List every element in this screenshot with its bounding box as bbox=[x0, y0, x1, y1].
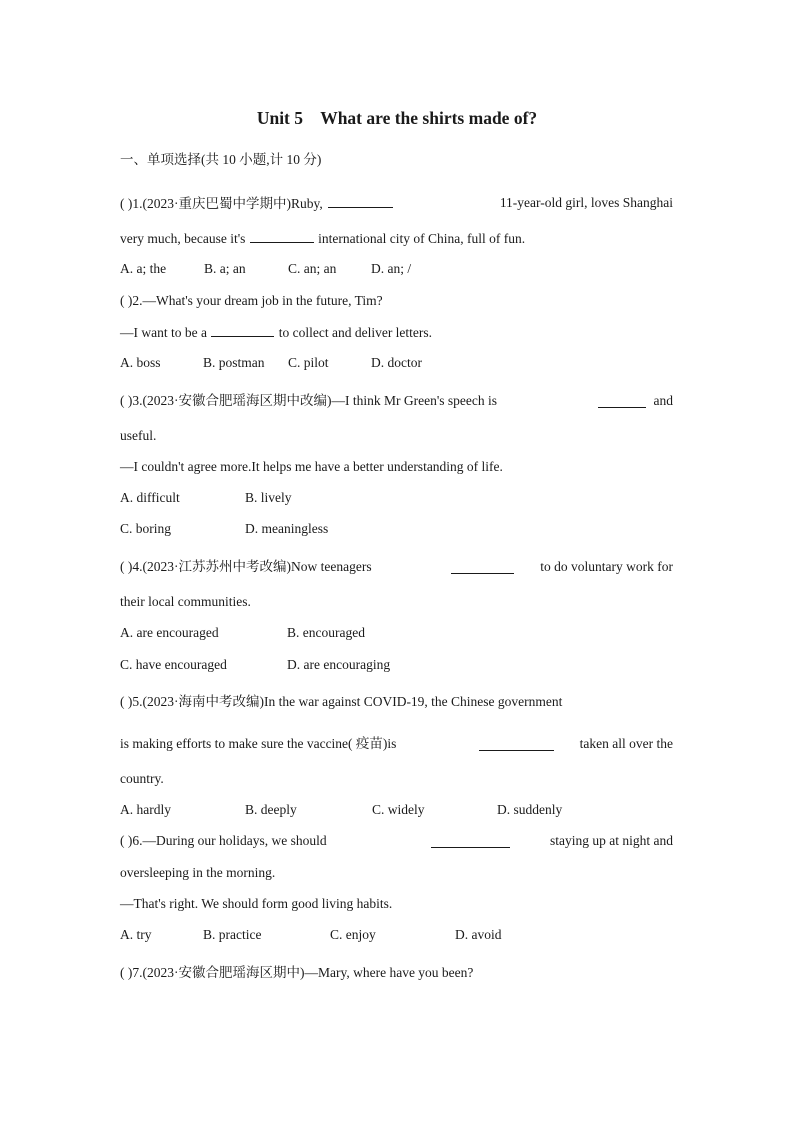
q1-option-b: B. a; an bbox=[204, 261, 246, 276]
q2-option-a: A. boss bbox=[120, 355, 161, 370]
q4-option-b: B. encouraged bbox=[287, 625, 365, 640]
q1-tail: 11-year-old girl, loves Shanghai bbox=[499, 195, 673, 210]
q6-line2: oversleeping in the morning. bbox=[120, 865, 276, 880]
q5-option-d: D. suddenly bbox=[497, 802, 563, 817]
q4-option-a: A. are encouraged bbox=[120, 625, 219, 640]
section-heading: 一、单项选择(共 10 小题,计 10 分) bbox=[120, 152, 322, 167]
q1-option-d: D. an; / bbox=[371, 261, 412, 276]
q6-option-a: A. try bbox=[120, 927, 152, 942]
q3-option-c: C. boring bbox=[120, 521, 172, 536]
q4-line2: their local communities. bbox=[120, 594, 251, 609]
q5-line3: country. bbox=[120, 771, 164, 786]
q1-line2-pre: very much, because it's bbox=[120, 231, 246, 246]
q5-option-a: A. hardly bbox=[120, 802, 171, 817]
q6-option-c: C. enjoy bbox=[330, 927, 376, 942]
q5-line1: ( )5.(2023·海南中考改编)In the war against COVID-19, the Chinese government bbox=[120, 694, 563, 709]
page-title: Unit 5 What are the shirts made of? bbox=[256, 108, 538, 128]
q3-option-a: A. difficult bbox=[120, 490, 180, 505]
q6-line3: —That's right. We should form good living habits. bbox=[120, 896, 393, 911]
q7-stem: ( )7.(2023·安徽合肥瑶海区期中)—Mary, where have you been? bbox=[120, 965, 474, 980]
q3-line3: —I couldn't agree more.It helps me have a better understanding of life. bbox=[120, 459, 503, 474]
q6-head: ( )6.—During our holidays, we should bbox=[120, 833, 327, 848]
q3-tail: and bbox=[653, 393, 673, 408]
q6-option-d: D. avoid bbox=[455, 927, 502, 942]
answer-blank bbox=[431, 834, 510, 848]
q6-option-b: B. practice bbox=[203, 927, 262, 942]
q1-option-c: C. an; an bbox=[288, 261, 337, 276]
answer-blank bbox=[211, 323, 274, 337]
q5-option-b: B. deeply bbox=[245, 802, 297, 817]
q4-tail: to do voluntary work for bbox=[540, 559, 673, 574]
q2-option-d: D. doctor bbox=[371, 355, 422, 370]
q4-head: ( )4.(2023·江苏苏州中考改编)Now teenagers bbox=[120, 559, 372, 574]
q5-option-c: C. widely bbox=[372, 802, 425, 817]
q2-line2-post: to collect and deliver letters. bbox=[278, 325, 433, 340]
q5-line2-post: taken all over the bbox=[579, 736, 673, 751]
q1-head: ( )1.(2023·重庆巴蜀中学期中)Ruby, bbox=[120, 196, 323, 211]
q2-option-c: C. pilot bbox=[288, 355, 329, 370]
answer-blank bbox=[479, 737, 554, 751]
q4-option-c: C. have encouraged bbox=[120, 657, 227, 672]
q3-option-d: D. meaningless bbox=[245, 521, 329, 536]
q3-line2: useful. bbox=[120, 428, 157, 443]
q1-line2-post: international city of China, full of fun. bbox=[318, 231, 526, 246]
answer-blank bbox=[451, 560, 514, 574]
q4-option-d: D. are encouraging bbox=[287, 657, 391, 672]
answer-blank bbox=[328, 194, 393, 208]
answer-blank bbox=[598, 394, 646, 408]
q3-option-b: B. lively bbox=[245, 490, 292, 505]
q2-stem: ( )2.—What's your dream job in the future, Tim? bbox=[120, 293, 383, 308]
q3-head: ( )3.(2023·安徽合肥瑶海区期中改编)—I think Mr Green's speech is bbox=[120, 393, 497, 408]
q5-line2-pre: is making efforts to make sure the vaccine( 疫苗)is bbox=[120, 736, 397, 751]
q2-line2-pre: —I want to be a bbox=[120, 325, 207, 340]
q6-tail: staying up at night and bbox=[550, 833, 673, 848]
q1-option-a: A. a; the bbox=[120, 261, 167, 276]
q2-option-b: B. postman bbox=[203, 355, 265, 370]
answer-blank bbox=[250, 229, 314, 243]
